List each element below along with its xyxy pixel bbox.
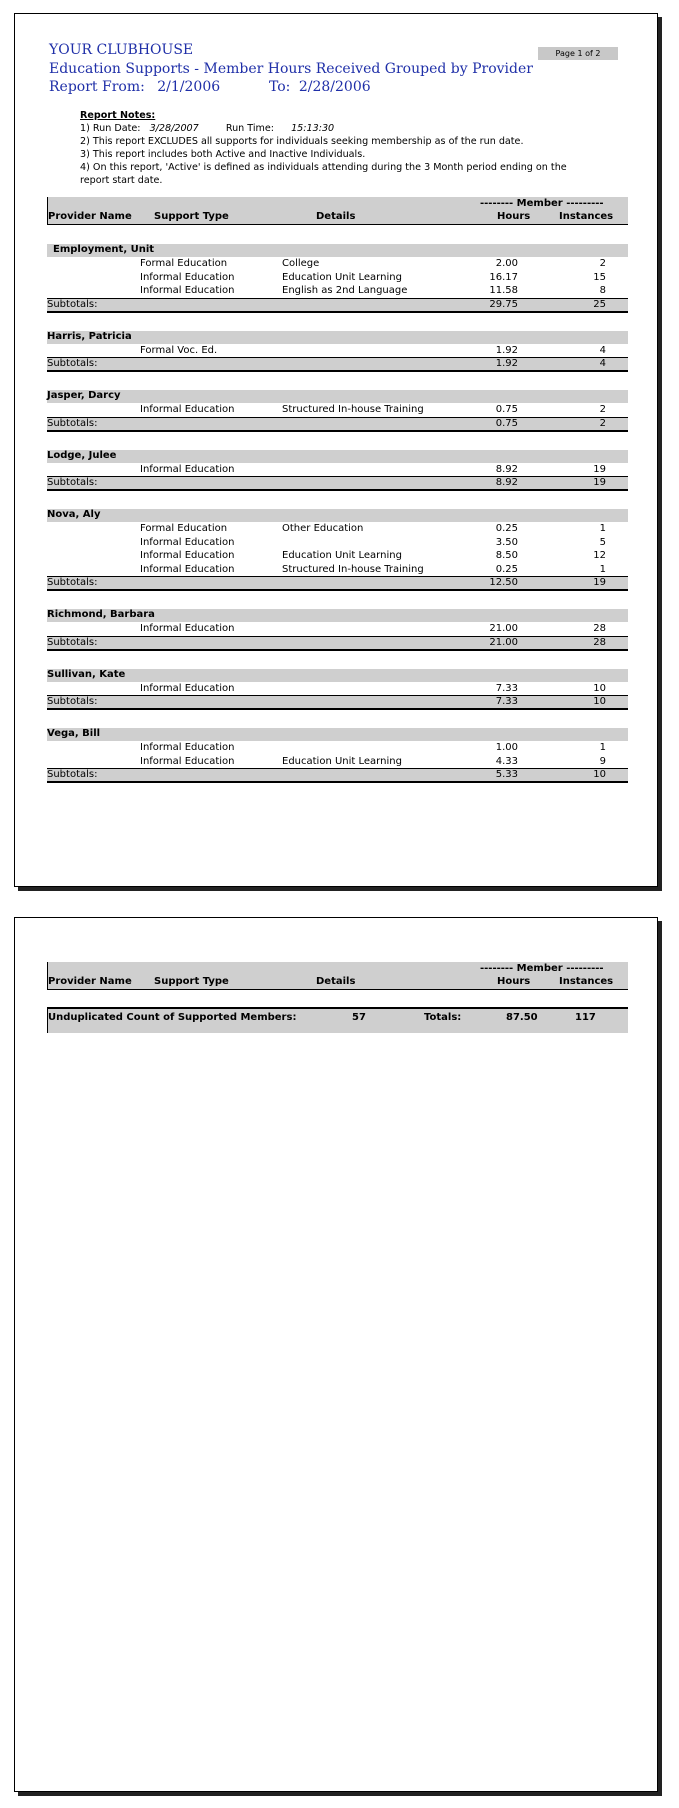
provider-name	[47, 244, 628, 257]
support-type-cell: Informal Education	[140, 623, 235, 634]
report-page-1	[14, 13, 658, 887]
subtotals-row	[47, 576, 628, 591]
provider-name	[47, 728, 628, 741]
totals-table	[47, 962, 628, 1033]
note-4-cont: report start date.	[80, 175, 163, 186]
table-row	[47, 271, 628, 285]
col-details: Details	[316, 976, 356, 987]
col-support-type: Support Type	[154, 976, 229, 987]
details-cell: College	[282, 258, 320, 269]
provider-group	[47, 728, 628, 783]
note-2: 2) This report EXCLUDES all supports for individuals seeking membership as of the run date.	[80, 136, 524, 147]
hours-cell: 4.33	[495, 755, 518, 767]
provider-name-text: Sullivan, Kate	[47, 668, 126, 680]
subtotal-hours: 8.92	[495, 477, 518, 488]
report-from-date: 2/1/2006	[157, 79, 221, 95]
hours-table	[47, 197, 628, 783]
instances-cell: 2	[599, 258, 606, 269]
subtotals-label: Subtotals:	[47, 477, 98, 488]
subtotals-row	[47, 636, 628, 651]
subtotal-hours: 5.33	[495, 769, 518, 780]
support-type-cell: Informal Education	[140, 285, 235, 296]
instances-cell: 9	[599, 755, 606, 767]
support-type-cell: Informal Education	[140, 536, 235, 548]
hours-cell: 0.25	[495, 563, 518, 575]
col-hours: Hours	[497, 211, 531, 222]
subtotal-instances: 28	[593, 636, 606, 648]
col-support-type: Support Type	[154, 211, 229, 222]
support-type-cell: Formal Education	[140, 523, 228, 534]
instances-cell: 5	[599, 536, 606, 548]
details-cell: Structured In-house Training	[282, 563, 424, 575]
instances-cell: 1	[599, 742, 606, 753]
instances-cell: 8	[599, 285, 606, 296]
table-row	[47, 536, 628, 550]
table-row	[47, 257, 628, 271]
provider-group	[47, 609, 628, 651]
grand-totals-row	[47, 1007, 628, 1033]
table-row	[47, 284, 628, 298]
unduplicated-count-label: Unduplicated Count of Supported Members:	[48, 1012, 297, 1023]
instances-cell: 1	[599, 523, 606, 534]
provider-name-text: Richmond, Barbara	[47, 609, 155, 620]
col-instances: Instances	[559, 976, 614, 987]
subtotals-row	[47, 476, 628, 491]
table-row	[47, 344, 628, 358]
report-page-2	[14, 917, 658, 1792]
report-from-label: Report From:	[49, 79, 145, 95]
table-row	[47, 463, 628, 477]
subtotals-row	[47, 417, 628, 432]
subtotals-label: Subtotals:	[47, 636, 98, 648]
total-instances: 117	[575, 1012, 596, 1023]
subtotal-instances: 19	[593, 577, 606, 588]
support-type-cell: Informal Education	[140, 563, 235, 575]
table-row	[47, 522, 628, 536]
table-row	[47, 403, 628, 417]
subtotals-row	[47, 357, 628, 372]
unduplicated-count: 57	[352, 1012, 366, 1023]
instances-cell: 4	[599, 344, 606, 356]
hours-cell: 8.92	[495, 463, 518, 475]
member-header: -------- Member ---------	[480, 963, 604, 974]
hours-cell: 1.00	[495, 742, 518, 753]
subtotal-instances: 2	[599, 417, 606, 429]
support-type-cell: Informal Education	[140, 755, 235, 767]
details-cell: Education Unit Learning	[282, 550, 402, 561]
provider-name	[47, 509, 628, 522]
support-type-cell: Informal Education	[140, 271, 235, 283]
total-hours: 87.50	[506, 1012, 538, 1023]
provider-name	[47, 609, 628, 622]
subtotal-instances: 4	[599, 358, 606, 369]
subtotals-label: Subtotals:	[47, 417, 98, 429]
hours-cell: 21.00	[489, 623, 518, 634]
provider-name	[47, 450, 628, 463]
table-row	[47, 622, 628, 636]
note-3: 3) This report includes both Active and Inactive Individuals.	[80, 149, 366, 160]
page-number-badge: Page 1 of 2	[538, 47, 618, 60]
provider-group	[47, 669, 628, 711]
run-time-label: Run Time:	[225, 123, 274, 134]
subtotal-instances: 10	[593, 769, 606, 780]
support-type-cell: Informal Education	[140, 550, 235, 561]
subtotals-label: Subtotals:	[47, 696, 98, 707]
provider-name	[47, 669, 628, 682]
table-row	[47, 741, 628, 755]
subtotals-label: Subtotals:	[47, 358, 98, 369]
report-title: Education Supports - Member Hours Received Grouped by Provider	[49, 61, 533, 77]
provider-group	[47, 331, 628, 373]
details-cell: Structured In-house Training	[282, 404, 424, 415]
provider-name	[47, 390, 628, 403]
table-row	[47, 563, 628, 577]
hours-cell: 2.00	[495, 258, 518, 269]
hours-cell: 1.92	[495, 344, 518, 356]
hours-cell: 0.75	[495, 404, 518, 415]
subtotal-instances: 25	[593, 298, 606, 310]
provider-groups	[47, 244, 628, 783]
provider-group	[47, 509, 628, 591]
instances-cell: 2	[599, 404, 606, 415]
support-type-cell: Informal Education	[140, 404, 235, 415]
provider-name-text: Lodge, Julee	[47, 449, 117, 461]
report-notes	[80, 109, 620, 187]
hours-cell: 8.50	[495, 550, 518, 561]
instances-cell: 12	[593, 550, 606, 561]
instances-cell: 19	[593, 463, 606, 475]
report-to-date: 2/28/2006	[298, 79, 371, 95]
support-type-cell: Informal Education	[140, 682, 235, 694]
hours-cell: 7.33	[495, 682, 518, 694]
subtotals-row	[47, 695, 628, 710]
col-provider-name: Provider Name	[48, 976, 132, 987]
subtotals-row	[47, 768, 628, 783]
provider-group	[47, 450, 628, 492]
provider-group	[47, 390, 628, 432]
col-provider-name: Provider Name	[48, 211, 132, 222]
report-notes-title: Report Notes:	[80, 110, 156, 121]
note-1	[80, 122, 620, 135]
subtotals-label: Subtotals:	[47, 298, 98, 310]
subtotal-hours: 7.33	[495, 696, 518, 707]
provider-name	[47, 331, 628, 344]
subtotal-hours: 12.50	[489, 577, 518, 588]
provider-group	[47, 244, 628, 313]
provider-name-text: Jasper, Darcy	[47, 390, 121, 401]
hours-cell: 16.17	[489, 271, 518, 283]
col-instances: Instances	[559, 211, 614, 222]
support-type-cell: Informal Education	[140, 463, 235, 475]
subtotals-label: Subtotals:	[47, 769, 98, 780]
details-cell: Other Education	[282, 523, 364, 534]
subtotals-row	[47, 298, 628, 313]
table-header-page-2	[47, 962, 628, 990]
note-4: 4) On this report, 'Active' is defined as individuals attending during the 3 Month period ending on the	[80, 162, 567, 173]
hours-cell: 3.50	[495, 536, 518, 548]
provider-name-text: Employment, Unit	[53, 244, 155, 255]
table-row	[47, 755, 628, 769]
table-header	[47, 197, 628, 225]
details-cell: Education Unit Learning	[282, 755, 402, 767]
instances-cell: 15	[593, 271, 606, 283]
member-header: -------- Member ---------	[480, 198, 604, 209]
provider-name-text: Harris, Patricia	[47, 330, 132, 342]
col-details: Details	[316, 211, 356, 222]
hours-cell: 11.58	[489, 285, 518, 296]
support-type-cell: Informal Education	[140, 742, 235, 753]
subtotal-instances: 19	[593, 477, 606, 488]
instances-cell: 10	[593, 682, 606, 694]
table-row	[47, 549, 628, 563]
totals-label: Totals:	[424, 1012, 462, 1023]
col-hours: Hours	[497, 976, 531, 987]
run-date: 3/28/2007	[149, 123, 199, 134]
details-cell: English as 2nd Language	[282, 285, 408, 296]
subtotal-hours: 29.75	[489, 298, 518, 310]
report-date-range	[49, 79, 371, 95]
support-type-cell: Formal Education	[140, 258, 228, 269]
provider-name-text: Vega, Bill	[47, 728, 101, 739]
subtotal-hours: 0.75	[495, 417, 518, 429]
subtotals-label: Subtotals:	[47, 577, 98, 588]
subtotal-instances: 10	[593, 696, 606, 707]
subtotal-hours: 1.92	[495, 358, 518, 369]
hours-cell: 0.25	[495, 523, 518, 534]
org-name: YOUR CLUBHOUSE	[49, 42, 194, 58]
details-cell: Education Unit Learning	[282, 271, 402, 283]
subtotal-hours: 21.00	[489, 636, 518, 648]
instances-cell: 28	[593, 623, 606, 634]
report-to	[269, 79, 371, 95]
table-row	[47, 682, 628, 696]
run-date-label: 1) Run Date:	[80, 123, 141, 134]
report-to-label: To:	[269, 79, 291, 95]
instances-cell: 1	[599, 563, 606, 575]
provider-name-text: Nova, Aly	[47, 509, 101, 520]
support-type-cell: Formal Voc. Ed.	[140, 344, 218, 356]
run-time: 15:13:30	[291, 123, 335, 134]
